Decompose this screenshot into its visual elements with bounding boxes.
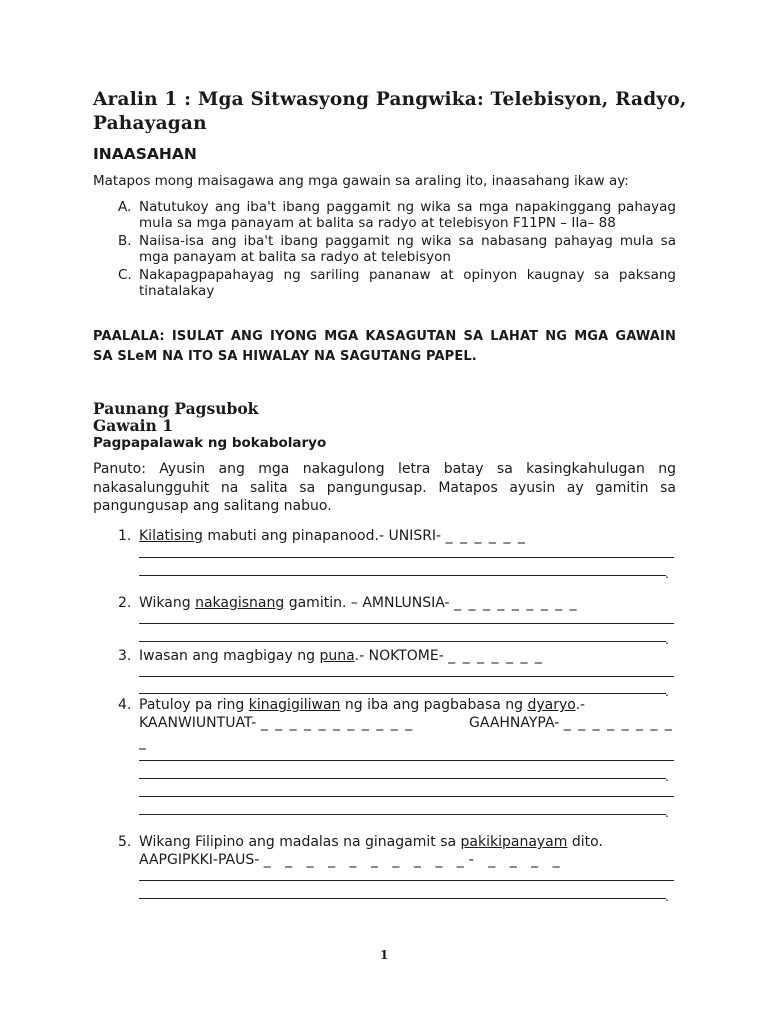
answer-line[interactable] bbox=[139, 880, 674, 881]
objective-letter: B. bbox=[118, 233, 132, 249]
answer-line[interactable] bbox=[139, 814, 666, 815]
question-text: Patuloy pa ring kinagigiliwan ng iba ang pagbabasa ng dyaryo.- bbox=[139, 697, 586, 713]
question-number: 1. bbox=[118, 528, 132, 544]
answer-line[interactable] bbox=[139, 796, 674, 797]
objective-text: Nakapagpapahayag ng sariling pananaw at opinyon kaugnay sa paksang tinatalakay bbox=[139, 267, 676, 299]
activity-heading: Gawain 1 bbox=[93, 416, 174, 435]
question-number: 5. bbox=[118, 834, 132, 850]
objective-item bbox=[118, 267, 676, 299]
answer-line[interactable] bbox=[139, 676, 674, 677]
question-text: Wikang Filipino ang madalas na ginagamit sa pakikipanayam dito. bbox=[139, 834, 603, 850]
answer-line[interactable] bbox=[139, 778, 666, 779]
answer-line[interactable] bbox=[139, 693, 666, 694]
section-heading-paunang-pagsubok: Paunang Pagsubok bbox=[93, 399, 259, 418]
underlined-word: kinagigiliwan bbox=[248, 697, 341, 713]
section-heading-inaasahan: INAASAHAN bbox=[93, 145, 197, 163]
objective-letter: C. bbox=[118, 267, 132, 283]
document-page: Aralin 1 : Mga Sitwasyong Pangwika: Telebisyon, Radyo, Pahayagan INAASAHAN Matapos mong maisagawa ang mga gawain sa araling ito, inaasahang ikaw ay: A. Natutukoy ang iba't ibang paggamit ng wika sa mga napakinggang pahayag mula sa mga panayam at balita sa radyo at telebisyon F11PN – IIa– 88 B. Naiisa-isa ang iba't ibang paggamit ng wika sa nabasang pahayag mula sa mga panayam at balita sa radyo at telebisyon C. Nakapagpapahayag ng sariling pananaw at opinyon kaugnay sa paksang tinatalakay PAALALA: ISULAT ANG IYONG MGA KASAGUTAN SA LAHAT NG MGA GAWAIN SA SLeM NA ITO SA HIWALAY NA SAGUTANG PAPEL. Paunang Pagsubok Gawain 1 Pagpapalawak ng bokabolaryo Panuto: Ayusin ang mga nakagulong letra batay sa kasingkahulugan ng nakasalungguhit na salita sa pangungusap. Matapos ayusin ay gamitin sa pangungusap ang salitang nabuo. 1. Kilatising mabuti ang pinapanood.- UNISRI- _ _ _ _ _ _ . 2. Wikang nakagisnang gamitin. – AMNLUNSIA- _ _ _ _ _ _ _ _ _ . 3. Iwasan ang magbigay ng puna.- NOKTOME- _ _ _ _ _ _ _ . 4. Patuloy pa ring kinagigiliwan ng iba ang pagbabasa ng dyaryo.- KAANWIUNTUAT- _ _ _ _ _ _ _ _ _ _ _ GAAHNAYPA- _ _ _ _ _ _ _ _ _ . . 5. Wikang Filipino ang madalas na ginagamit sa pakikipanayam dito. AAPGIPKKI-PAUS- _ _ _ _ _ _ _ _ _ _- _ _ _ _ . 1 bbox=[0, 0, 768, 1024]
answer-line[interactable] bbox=[139, 623, 674, 624]
instructions-paragraph: Panuto: Ayusin ang mga nakagulong letra batay sa kasingkahulugan ng nakasalungguhit na salita sa pangungusap. Matapos ayusin ay gamitin sa pangungusap ang salitang nabuo. bbox=[93, 461, 676, 514]
line-period: . bbox=[665, 633, 669, 647]
line-period: . bbox=[665, 890, 669, 904]
question-text: Kilatising mabuti ang pinapanood.- UNISRI- _ _ _ _ _ _ bbox=[139, 528, 527, 544]
answer-line[interactable] bbox=[139, 898, 666, 899]
objectives-intro: Matapos mong maisagawa ang mga gawain sa araling ito, inaasahang ikaw ay: bbox=[93, 173, 629, 189]
jumbled-word: GAAHNAYPA- _ _ _ _ _ _ _ _ bbox=[469, 715, 674, 731]
underlined-word: nakagisnang bbox=[195, 595, 285, 611]
answer-line[interactable] bbox=[139, 760, 674, 761]
objective-text: Natutukoy ang iba't ibang paggamit ng wika sa mga napakinggang pahayag mula sa mga panayam at balita sa radyo at telebisyon F11PN – IIa– 88 bbox=[139, 199, 676, 231]
question-text: Wikang nakagisnang gamitin. – AMNLUNSIA- _ _ _ _ _ _ _ _ _ bbox=[139, 595, 579, 611]
line-period: . bbox=[665, 685, 669, 699]
underlined-word: dyaryo bbox=[527, 697, 576, 713]
jumbled-word: AAPGIPKKI-PAUS- _ _ _ _ _ _ _ _ _ _- _ _ _ _ bbox=[139, 852, 565, 868]
page-number: 1 bbox=[380, 948, 389, 962]
underlined-word: puna bbox=[319, 648, 355, 664]
line-period: . bbox=[665, 770, 669, 784]
answer-line[interactable] bbox=[139, 557, 674, 558]
line-period: . bbox=[665, 806, 669, 820]
line-period: . bbox=[665, 567, 669, 581]
answer-line[interactable] bbox=[139, 575, 666, 576]
objective-text: Naiisa-isa ang iba't ibang paggamit ng wika sa nabasang pahayag mula sa mga panayam at balita sa radyo at telebisyon bbox=[139, 233, 676, 265]
underlined-word: Kilatising bbox=[139, 528, 203, 544]
objective-item bbox=[118, 199, 676, 231]
answer-line[interactable] bbox=[139, 641, 666, 642]
question-text: Iwasan ang magbigay ng puna.- NOKTOME- _ _ _ _ _ _ _ bbox=[139, 648, 544, 664]
question-number: 4. bbox=[118, 697, 132, 713]
activity-subtitle: Pagpapalawak ng bokabolaryo bbox=[93, 435, 327, 451]
question-number: 2. bbox=[118, 595, 132, 611]
objective-letter: A. bbox=[118, 199, 132, 215]
paalala-note: PAALALA: ISULAT ANG IYONG MGA KASAGUTAN SA LAHAT NG MGA GAWAIN SA SLeM NA ITO SA HIWALAY NA SAGUTANG PAPEL. bbox=[93, 329, 676, 364]
jumbled-word: KAANWIUNTUAT- _ _ _ _ _ _ _ _ _ _ _ bbox=[139, 715, 414, 731]
lesson-title: Aralin 1 : Mga Sitwasyong Pangwika: Telebisyon, Radyo, Pahayagan bbox=[93, 89, 687, 134]
underlined-word: pakikipanayam bbox=[460, 834, 568, 850]
question-number: 3. bbox=[118, 648, 132, 664]
objective-item bbox=[118, 233, 676, 265]
